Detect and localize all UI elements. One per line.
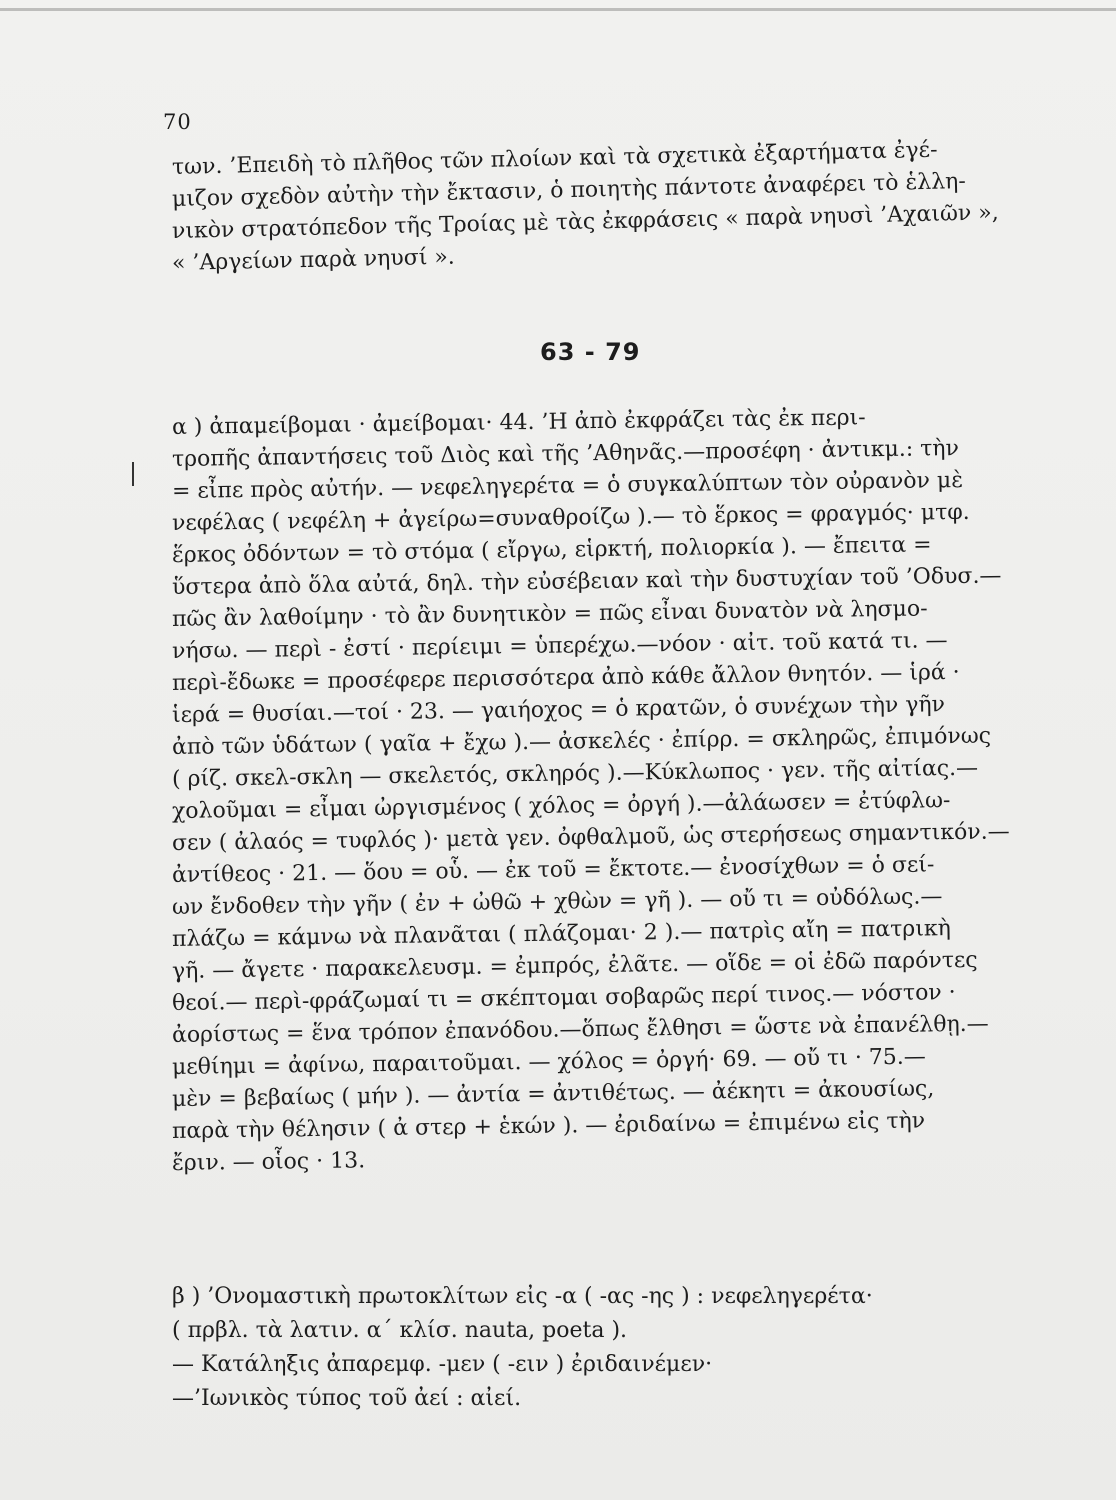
text-line: μὲν = βεβαίως ( μήν ). — ἀντία = ἀντιθέτως. — ἀέκητι = ἀκουσίως, (171, 1076, 935, 1112)
text-line: β ) ’Ονομαστικὴ πρωτοκλίτων εἰς -α ( -ας -ης ) : νεφεληγερέτα· (172, 1284, 873, 1309)
text-line: νήσω. — περὶ - ἐστί · περίειμι = ὑπερέχω.—νόον · αἰτ. τοῦ κατά τι. — (171, 628, 948, 664)
section-heading: 63 - 79 (540, 338, 641, 366)
page-number: 70 (163, 110, 192, 134)
text-line: θεοί.— περὶ-φράζωμαί τι = σκέπτομαι σοβαρῶς περί τινος.— νόστον · (171, 980, 956, 1016)
text-line: ἀπὸ τῶν ὑδάτων ( γαῖα + ἔχω ).— ἀσκελές · ἐπίρρ. = σκληρῶς, ἐπιμόνως (171, 723, 992, 760)
text-line: ἕρκος ὀδόντων = τὸ στόμα ( εἴργω, εἱρκτή, πολιορκία ). — ἔπειτα = (171, 532, 932, 568)
text-line: μεθίημι = ἀφίνω, παραιτοῦμαι. — χόλος = ὀργή· 69. — οὔ τι · 75.— (171, 1044, 927, 1080)
text-line: —’Ιωνικὸς τύπος τοῦ ἀεί : αἰεί. (172, 1386, 522, 1411)
text-line: ἀντίθεος · 21. — ὅου = οὗ. — ἐκ τοῦ = ἔκτοτε.— ἐνοσίχθων = ὁ σεί- (171, 852, 935, 888)
intro-paragraph (171, 137, 1032, 280)
text-line: ἔριν. — οἷος · 13. (171, 1148, 366, 1176)
text-line: παρὰ τὴν θέλησιν ( ἀ στερ + ἑκών ). — ἐριδαίνω = ἐπιμένω εἰς τὴν (171, 1108, 926, 1144)
text-line: ἱερά = θυσίαι.—τοί · 23. — γαιήοχος = ὁ κρατῶν, ὁ συνέχων τὴν γῆν (171, 692, 946, 728)
text-line: τροπῆς ἀπαντήσεις τοῦ Διὸς καὶ τῆς ’Αθηνᾶς.—προσέφη · ἀντικμ.: τὴν (171, 436, 960, 472)
text-line: « ’Αργείων παρὰ νηυσί ». (171, 244, 456, 276)
text-line: περὶ-ἔδωκε = προσέφερε περισσότερα ἀπὸ κάθε ἄλλον θνητόν. — ἱρά · (171, 660, 960, 696)
margin-mark (132, 462, 134, 486)
text-line: χολοῦμαι = εἶμαι ὠργισμένος ( χόλος = ὀργή ).—ἀλάωσεν = ἐτύφλω- (171, 788, 951, 824)
text-line: γῆ. — ἄγετε · παρακελευσμ. = ἐμπρός, ἐλᾶτε. — οἵδε = οἱ ἐδῶ παρόντες (171, 947, 978, 984)
text-line: πῶς ἂν λαθοίμην · τὸ ἂν δυνητικὸν = πῶς εἶναι δυνατὸν νὰ λησμο- (171, 596, 928, 632)
part-b-notes (172, 1280, 1032, 1416)
text-line: ἀορίστως = ἕνα τρόπον ἐπανόδου.—ὅπως ἔλθησι = ὥστε νὰ ἐπανέλθῃ.— (171, 1011, 989, 1048)
top-edge-rule (0, 8, 1116, 11)
text-line: = εἶπε πρὸς αὐτήν. — νεφεληγερέτα = ὁ συγκαλύπτων τὸν οὐρανὸν μὲ (171, 467, 964, 504)
text-line: ων ἔνδοθεν τὴν γῆν ( ἐν + ὠθῶ + χθὼν = γῆ ). — οὔ τι = οὐδόλως.— (171, 884, 943, 920)
text-line: — Κατάληξις ἀπαρεμφ. -μεν ( -ειν ) ἐριδαινέμεν· (172, 1352, 713, 1377)
text-line: μιζον σχεδὸν αὐτὴν τὴν ἔκτασιν, ὁ ποιητὴς πάντοτε ἀναφέρει τὸ ἑλλη- (171, 168, 967, 212)
text-line: νικὸν στρατόπεδον τῆς Τροίας μὲ τὰς ἐκφράσεις « παρὰ νηυσὶ ’Αχαιῶν », (171, 200, 999, 244)
text-line: ( πρβλ. τὰ λατιν. α΄ κλίσ. nauta, poeta ). (172, 1318, 628, 1343)
text-line: α ) ἀπαμείβομαι · ἀμείβομαι· 44. ’Η ἀπὸ ἐκφράζει τὰς ἐκ περι- (171, 405, 866, 440)
text-line: πλάζω = κάμνω νὰ πλανᾶται ( πλάζομαι· 2 ).— πατρὶς αἴη = πατρικὴ (171, 916, 951, 952)
text-line: των. ’Επειδὴ τὸ πλῆθος τῶν πλοίων καὶ τὰ σχετικὰ ἐξαρτήματα ἐγέ- (171, 137, 938, 180)
text-line: σεν ( ἀλαός = τυφλός )· μετὰ γεν. ὀφθαλμοῦ, ὡς στερήσεως σημαντικόν.— (171, 819, 1010, 856)
text-line: ὕστερα ἀπὸ ὅλα αὐτά, δηλ. τὴν εὐσέβειαν καὶ τὴν δυστυχίαν τοῦ ’Οδυσ.— (171, 563, 1002, 600)
part-a-glossary (171, 405, 1032, 1180)
text-line: ( ρίζ. σκελ-σκλη — σκελετός, σκληρός ).—Κύκλωπος · γεν. τῆς αἰτίας.— (171, 755, 979, 792)
text-line: νεφέλας ( νεφέλη + ἀγείρω=συναθροίζω ).— τὸ ἕρκος = φραγμός· μτφ. (171, 499, 970, 536)
